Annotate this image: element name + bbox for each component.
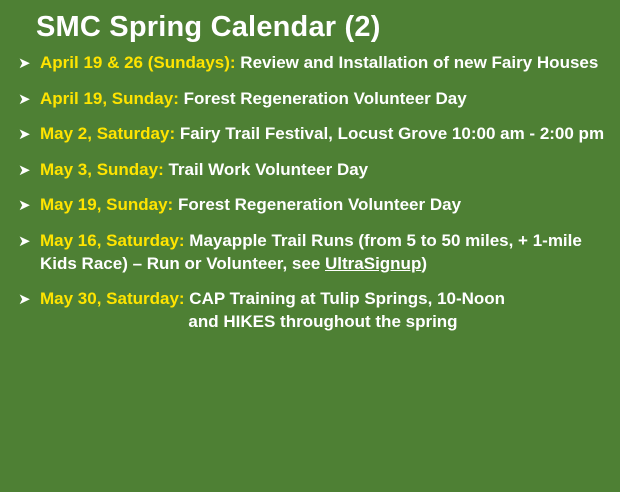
list-item-text <box>40 230 606 275</box>
list-item-detail: CAP Training at Tulip Springs, 10-Noon <box>184 289 506 309</box>
list-item-detail: Forest Regeneration Volunteer Day <box>173 195 462 215</box>
bullet-arrow-icon: ➤ <box>18 54 31 72</box>
bullet-arrow-icon: ➤ <box>18 90 31 108</box>
list-item-text <box>40 123 606 146</box>
list-item-detail-after: ) <box>421 253 428 273</box>
list-item-date: May 30, Saturday: <box>40 289 185 309</box>
list-item <box>18 194 606 217</box>
calendar-list <box>18 52 606 334</box>
list-item-detail: Review and Installation of new Fairy Houses <box>235 52 599 72</box>
list-item-detail: Fairy Trail Festival, Locust Grove 10:00 am - 2:00 pm <box>175 124 605 144</box>
list-item-text <box>40 159 606 182</box>
list-item <box>18 288 606 334</box>
bullet-arrow-icon: ➤ <box>18 161 31 179</box>
bullet-arrow-icon: ➤ <box>18 232 31 250</box>
list-item-date: May 3, Sunday: <box>40 159 164 179</box>
list-item <box>18 88 606 111</box>
bullet-arrow-icon: ➤ <box>18 197 31 215</box>
bullet-arrow-icon: ➤ <box>18 126 31 144</box>
list-item-date: April 19 & 26 (Sundays): <box>40 52 236 72</box>
list-item <box>18 230 606 275</box>
list-item <box>18 159 606 182</box>
list-item-text <box>40 194 606 217</box>
list-item-text <box>40 288 606 334</box>
page-title: SMC Spring Calendar (2) <box>36 11 381 43</box>
list-item-second-line: and HIKES throughout the spring <box>188 312 458 332</box>
ultrasignup-link[interactable]: UltraSignup <box>325 253 422 273</box>
list-item-date: May 2, Saturday: <box>40 124 176 144</box>
list-item-date: May 16, Saturday: <box>40 230 185 250</box>
list-item <box>18 52 606 75</box>
list-item-date: May 19, Sunday: <box>40 195 174 215</box>
list-item <box>18 123 606 146</box>
list-item-date: April 19, Sunday: <box>40 88 179 108</box>
bullet-arrow-icon: ➤ <box>18 291 31 309</box>
list-item-detail: Trail Work Volunteer Day <box>163 159 369 179</box>
list-item-text <box>40 52 606 75</box>
list-item-detail: Forest Regeneration Volunteer Day <box>178 88 467 108</box>
list-item-text <box>40 88 606 111</box>
list-item-detail: Mayapple Trail Runs (from 5 to 50 miles, + 1-mile Kids Race) – Run or Volunteer, see <box>40 230 582 273</box>
